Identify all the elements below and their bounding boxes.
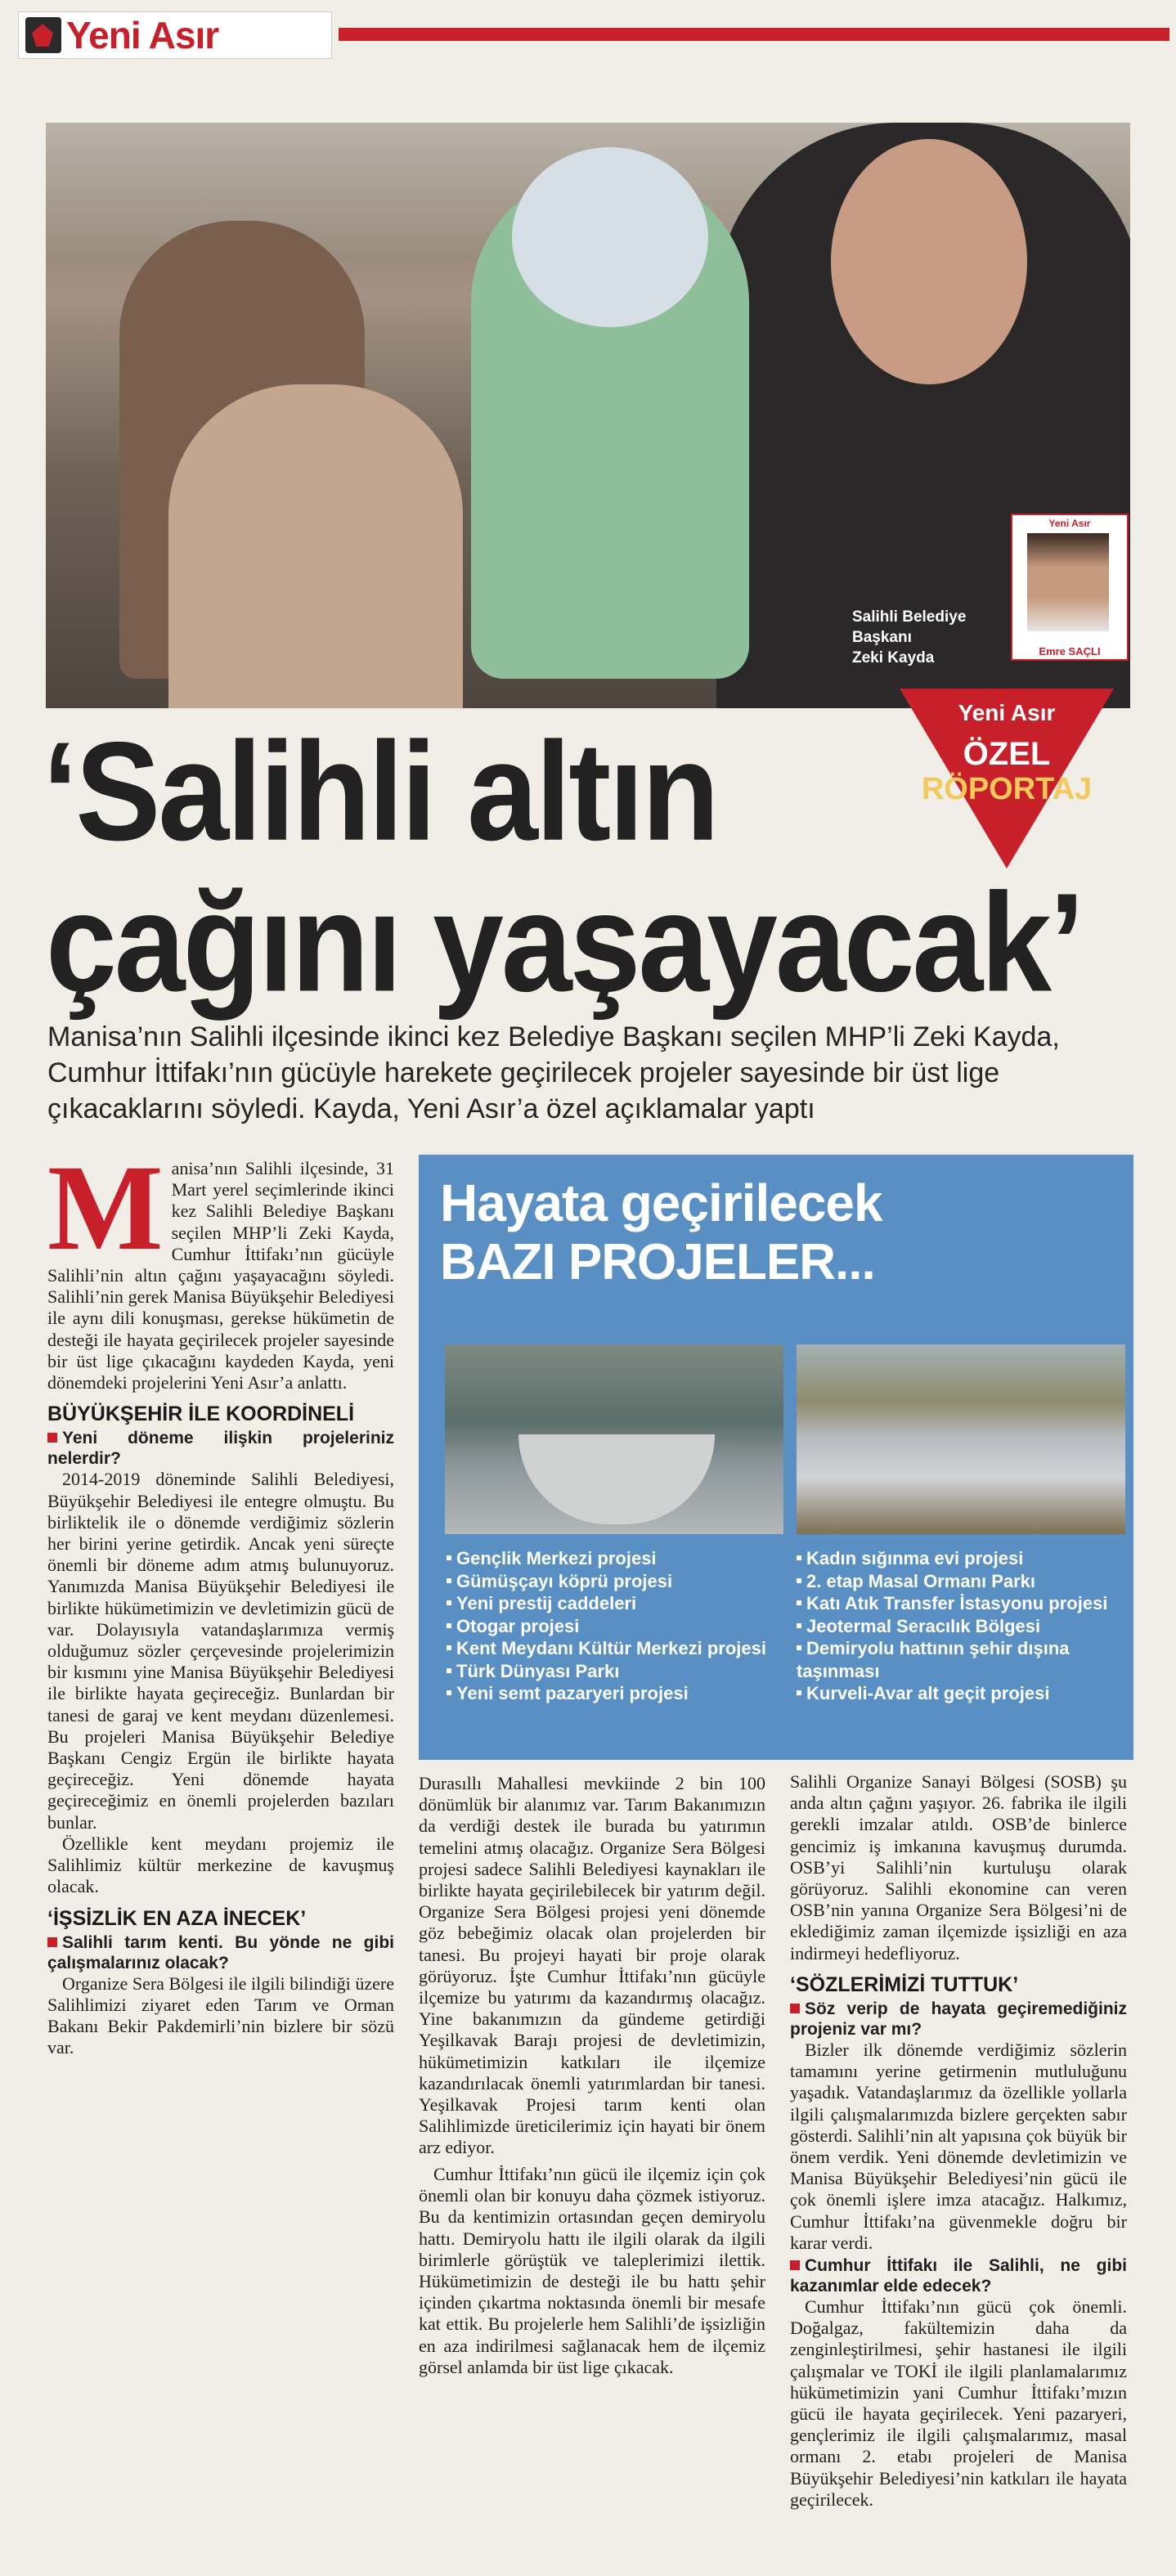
question-1: Yeni döneme ilişkin projeleriniz nelerdir? xyxy=(47,1429,394,1469)
article-column-1 xyxy=(47,1140,394,2059)
subhead-1: BÜYÜKŞEHİR İLE KOORDİNELİ xyxy=(47,1402,355,1426)
list-item: Otogar projesi xyxy=(447,1615,782,1638)
author-photo xyxy=(1027,533,1109,631)
bridge-photo xyxy=(445,1344,783,1534)
projects-list-left xyxy=(447,1547,782,1705)
paragraph-3: Organize Sera Bölgesi ile ilgili bilindiği üzere Salihlimizi ziyaret eden Tarım ve Orman Bakanı Bekir Pakdemirli’nin bizlere bir sözü var. xyxy=(47,1972,394,2058)
question-4: Cumhur İttifakı ile Salihli, ne gibi kazanımlar elde edecek? xyxy=(790,2256,1127,2296)
list-item: Kurveli-Avar alt geçit projesi xyxy=(797,1682,1124,1705)
paragraph-1: 2014-2019 döneminde Salihli Belediyesi, Büyükşehir Belediyesi ile entegre olmuştu. Bu birliktelik ile o dönemde verdiğimiz sözlerin her birini yerine getirdik. Ancak yeni süreçte önemli bir döneme adım atmış bulunuyoruz. Yanımızda Manisa Büyükşehir Belediyesi ile birlikte hükümetimizin ve devletimizin gücü de var. Dolayısıyla vatandaşlarımıza vermiş olduğumuz sözler çerçevesinde projelerimizin bir kısmını yine Manisa Büyükşehir Belediyesi ile birlikte hayata geçireceğiz. Bunlardan bir tanesi de garaj ve kent meydanı düzenlemesi. Bu projeleri Manisa Büyükşehir Belediye Başkanı Cengiz Ergün ile birlikte hayata geçireceğiz. Yeni dönemde hayata geçireceğimiz en önemli projelerden bazıları bunlar. xyxy=(47,1469,394,1833)
masthead xyxy=(18,7,1163,59)
paper-logo xyxy=(18,11,332,59)
question-2: Salihli tarım kenti. Bu yönde ne gibi çalışmalarınız olacak? xyxy=(47,1932,394,1972)
special-interview-badge: Yeni Asır ÖZEL RÖPORTAJ xyxy=(900,689,1114,868)
list-item: Kent Meydanı Kültür Merkezi projesi xyxy=(447,1637,782,1660)
projects-box xyxy=(419,1155,1133,1760)
question-3: Söz verip de hayata geçiremediğiniz projeniz var mı? xyxy=(790,1999,1127,2040)
headline: ‘Salihli altın çağını yaşayacak’ xyxy=(43,713,1083,1021)
list-item: Yeni semt pazaryeri projesi xyxy=(447,1682,782,1705)
projects-list-right xyxy=(797,1547,1124,1705)
article-column-3 xyxy=(790,1771,1127,2511)
list-item: Kadın sığınma evi projesi xyxy=(797,1547,1124,1570)
list-item: Demiryolu hattının şehir dışına taşınması xyxy=(797,1638,1070,1681)
list-item: 2. etap Masal Ormanı Parkı xyxy=(797,1570,1124,1593)
intro-paragraph: anisa’nın Salihli ilçesinde, 31 Mart yerel seçimlerinde ikinci kez Salihli Belediye Başkanı seçilen MHP’li Zeki Kayda, Cumhur İttifakı’nın gücüyle Salihli’nin altın çağını yaşayacağını söyledi. Salihli’nin gerek Manisa Büyükşehir Belediyesi ile aynı dili konuşması, gerekse hükümetin de desteği ile hayata geçirilecek projeler sayesinde bir üst lige çıkacağını kaydeden Kayda, yeni dönemdeki projelerini Yeni Asır’a anlattı. xyxy=(47,1158,394,1393)
article-column-2-lower xyxy=(419,2164,765,2378)
photo-caption: Salihli Belediye Başkanı Zeki Kayda xyxy=(852,608,967,666)
logo-emblem-icon xyxy=(25,17,61,53)
masthead-red-rule xyxy=(339,28,1169,41)
paragraph-8: Cumhur İttifakı’nın gücü çok önemli. Doğalgaz, fakültemizin daha da zenginleştirilmesi, şehir hastanesi ile ilgili çalışmalar ve TOKİ ile ilgili planlamalarımız hükümetimizin yani Cumhur İttifakı’mızın gücü ile hayata geçirilecek. Yeni pazaryeri, gençlerimiz ile ilgili çalışmalarımız, masal ormanı 2. etabı projeleri de Manisa Büyükşehir Belediyesi’nin katkıları ile hayata geçirilecek. xyxy=(790,2296,1127,2510)
projects-title: Hayata geçirilecek xyxy=(440,1174,882,1232)
article-column-2 xyxy=(419,1773,765,2159)
list-item: Gençlik Merkezi projesi xyxy=(447,1547,782,1570)
lead-photo xyxy=(46,123,1130,708)
list-item: Katı Atık Transfer İstasyonu projesi xyxy=(797,1592,1124,1615)
greenhouse-photo xyxy=(797,1344,1125,1534)
paper-name: Yeni Asır xyxy=(66,14,219,56)
drop-cap: M xyxy=(47,1140,164,1276)
list-item: Türk Dünyası Parkı xyxy=(447,1660,782,1683)
projects-subtitle: BAZI PROJELER... xyxy=(440,1234,875,1290)
paragraph-6: Salihli Organize Sanayi Bölgesi (SOSB) şu anda altın çağını yaşıyor. 26. fabrika ile ilgili gerekli imzalar atıldı. OSB’de binlerce gencimiz iş imkanına kavuşmuş durumda. OSB’yi Salihli’nin kurtuluşu olarak görüyoruz. Salihli ekonomine can veren OSB’nin yanına Organize Sera Bölgesi’ni de eklediğimiz zaman ilçemizde işsizliği en aza indirmeyi hedefliyoruz. xyxy=(790,1771,1127,1963)
subhead-3: ‘SÖZLERİMİZİ TUTTUK’ xyxy=(790,1972,1019,1996)
paragraph-5: Cumhur İttifakı’nın gücü ile ilçemiz için çok önemli olan bir konuyu daha çözmek istiyoruz. Bu da kentimizin ortasından geçen demiryolu hattı. Demiryolu hattı ile ilgili olarak da ilgili birimlerle görüştük ve taleplerimizi ilettik. Hükümetimizin de desteği ile bu hattı şehir içinden çıkartma noktasında önemli bir mesafe kat ettik. Bu projelerle hem Salihli’de işsizliğin en aza indirilmesi sağlanacak hem de ilçemiz görsel anlamda bir üst lige çıkacak. xyxy=(419,2164,765,2377)
author-byline xyxy=(1011,514,1129,661)
list-item: Jeotermal Seracılık Bölgesi xyxy=(797,1615,1124,1638)
author-name: Emre SAÇLI xyxy=(1039,645,1101,657)
list-item: Gümüşçayı köprü projesi xyxy=(447,1570,782,1593)
subhead-2: ‘İŞSİZLİK EN AZA İNECEK’ xyxy=(47,1906,307,1930)
paragraph-4: Durasıllı Mahallesi mevkiinde 2 bin 100 dönümlük bir alanımız var. Tarım Bakanımızın da verdiği destek ile burada bu yatırımın temelini atmış olacağız. Organize Sera Bölgesi projesi sadece Salihli Belediyesi kaynakları ile birlikte hayata geçirilebilecek bir yatırım değil. Organize Sera Bölgesi projesi yeni dönemde göz bebeğimiz olacak olan projelerden bir tanesi. Bu projeyi hayati bir proje olarak görüyoruz. İşte Cumhur İttifakı’nın gücüyle ilçemize bu yatırımı da kazandırmış olacağız. Yine bakanımızın da gündeme getirdiği Yeşilkavak Barajı projesi de devletimizin, hükümetimizin katkıları ile ilçemize kazandırılacak önemli yatırımlardan bir tanesi. Yeşilkavak Projesi tarım kenti olan Salihlimizde üreticilerimiz için hayati bir önem arz ediyor. xyxy=(419,1773,765,2158)
paragraph-2: Özellikle kent meydanı projemiz ile Salihlimiz kültür merkezine de kavuşmuş olacak. xyxy=(47,1833,394,1897)
deck-summary: Manisa’nın Salihli ilçesinde ikinci kez Belediye Başkanı seçilen MHP’li Zeki Kayda, Cumhur İttifakı’nın gücüyle harekete geçirilecek projeler sayesinde bir üst lige çıkacaklarını söyledi. Kayda, Yeni Asır’a özel açıklamalar yaptı xyxy=(47,1021,1060,1124)
byline-paper-name: Yeni Asır xyxy=(1048,518,1091,529)
paragraph-7: Bizler ilk dönemde verdiğimiz sözlerin tamamını yerine getirmenin mutluluğunu yaşadık. Vatandaşlarımız da özellikle yollarla ilgili çalışmalarımızda bizlere gerçekten sabır gösterdi. Salihli’nin alt yapısına çok büyük bir önem verdik. Yeni dönemde devletimizin ve Manisa Büyükşehir Belediyesi’nin gücü ile çok önemli işlere imza atacağız. Halkımız, Cumhur İttifakı’na güvenmekle doğru bir karar verdi. xyxy=(790,2040,1127,2253)
list-item: Yeni prestij caddeleri xyxy=(447,1592,782,1615)
